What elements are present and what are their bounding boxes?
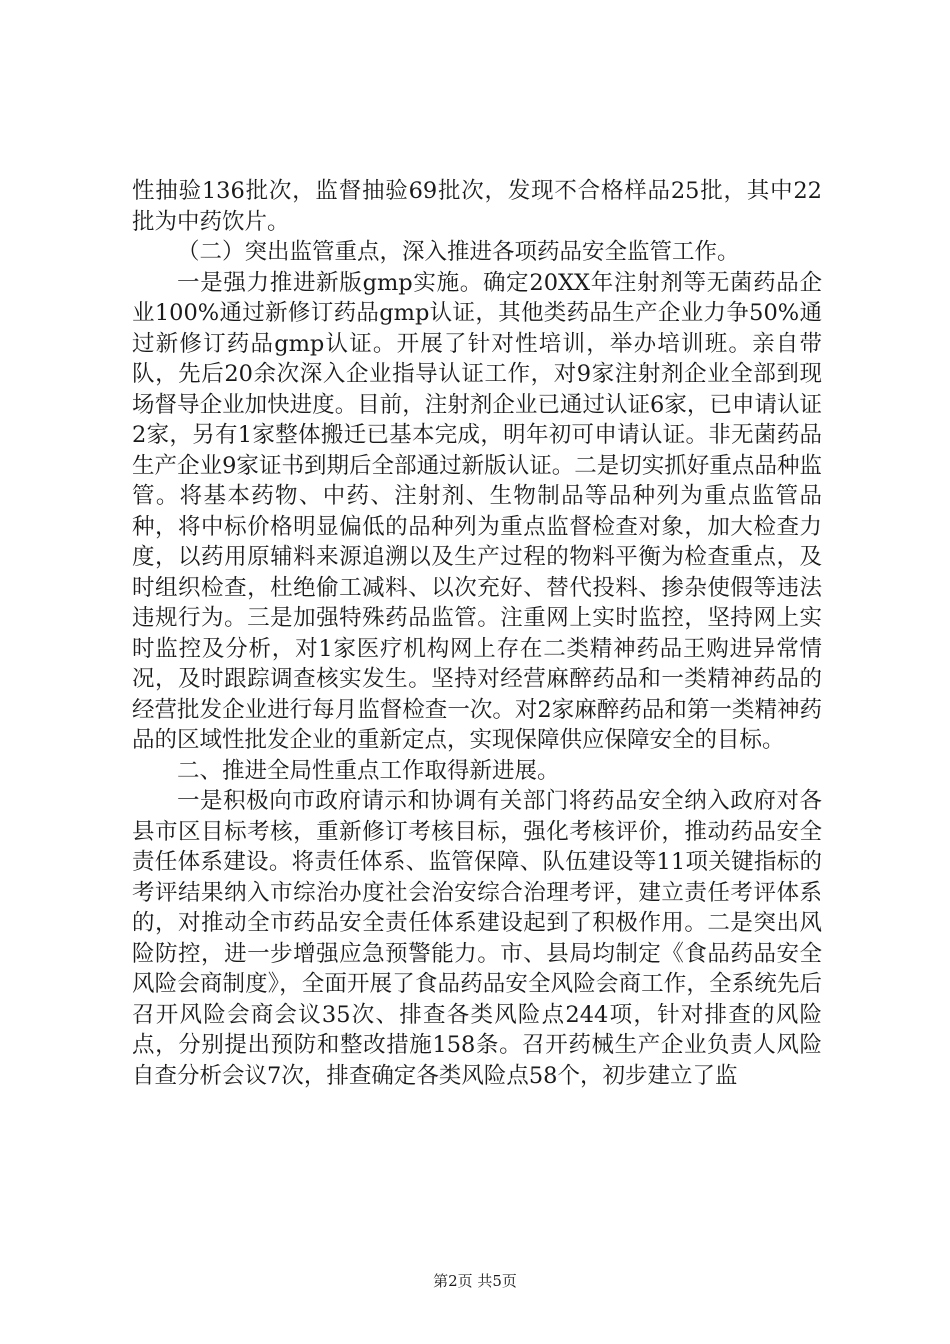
page-footer: 第2页 共5页 <box>433 1272 517 1290</box>
document-body <box>132 176 822 1091</box>
paragraph-gmp-implementation: 一是强力推进新版gmp实施。确定20XX年注射剂等无菌药品企业100%通过新修订药品gmp认证，其他类药品生产企业力争50%通过新修订药品gmp认证。开展了针对性培训，举办培训班。亲自带队，先后20余次深入企业指导认证工作，对9家注射剂企业全部到现场督导企业加快进度。目前，注射剂企业已通过认证6家，已申请认证2家，另有1家整体搬迁已基本完成，明年初可申请认证。非无菌药品生产企业9家证书到期后全部通过新版认证。二是切实抓好重点品种监管。将基本药物、中药、注射剂、生物制品等品种列为重点监管品种，将中标价格明显偏低的品种列为重点监督检查对象，加大检查力度，以药用原辅料来源追溯以及生产过程的物料平衡为检查重点，及时组织检查，杜绝偷工减料、以次充好、替代投料、掺杂使假等违法违规行为。三是加强特殊药品监管。注重网上实时监控，坚持网上实时监控及分析，对1家医疗机构网上存在二类精神药品王购进异常情况，及时跟踪调查核实发生。坚持对经营麻醉药品和一类精神药品的经营批发企业进行每月监督检查一次。对2家麻醉药品和第一类精神药品的区域性批发企业的重新定点，实现保障供应保障安全的目标。 <box>132 269 822 753</box>
paragraph-responsibility-system: 一是积极向市政府请示和协调有关部门将药品安全纳入政府对各县市区目标考核，重新修订考核目标，强化考核评价，推动药品安全责任体系建设。将责任体系、监管保障、队伍建设等11项关键指标的考评结果纳入市综治办度社会治安综合治理考评，建立责任考评体系的，对推动全市药品安全责任体系建设起到了积极作用。二是突出风险防控，进一步增强应急预警能力。市、县局均制定《食品药品安全风险会商制度》，全面开展了食品药品安全风险会商工作，全系统先后召开风险会商会议35次、排查各类风险点244项，针对排查的风险点，分别提出预防和整改措施158条。召开药械生产企业负责人风险自查分析会议7次，排查确定各类风险点58个，初步建立了监 <box>132 788 822 1089</box>
paragraph-continuation: 性抽验136批次，监督抽验69批次，发现不合格样品25批，其中22批为中药饮片。 <box>132 178 822 235</box>
paragraph-heading-progress: 二、推进全局性重点工作取得新进展。 <box>177 757 560 784</box>
paragraph-section-heading: （二）突出监管重点，深入推进各项药品安全监管工作。 <box>177 239 740 265</box>
